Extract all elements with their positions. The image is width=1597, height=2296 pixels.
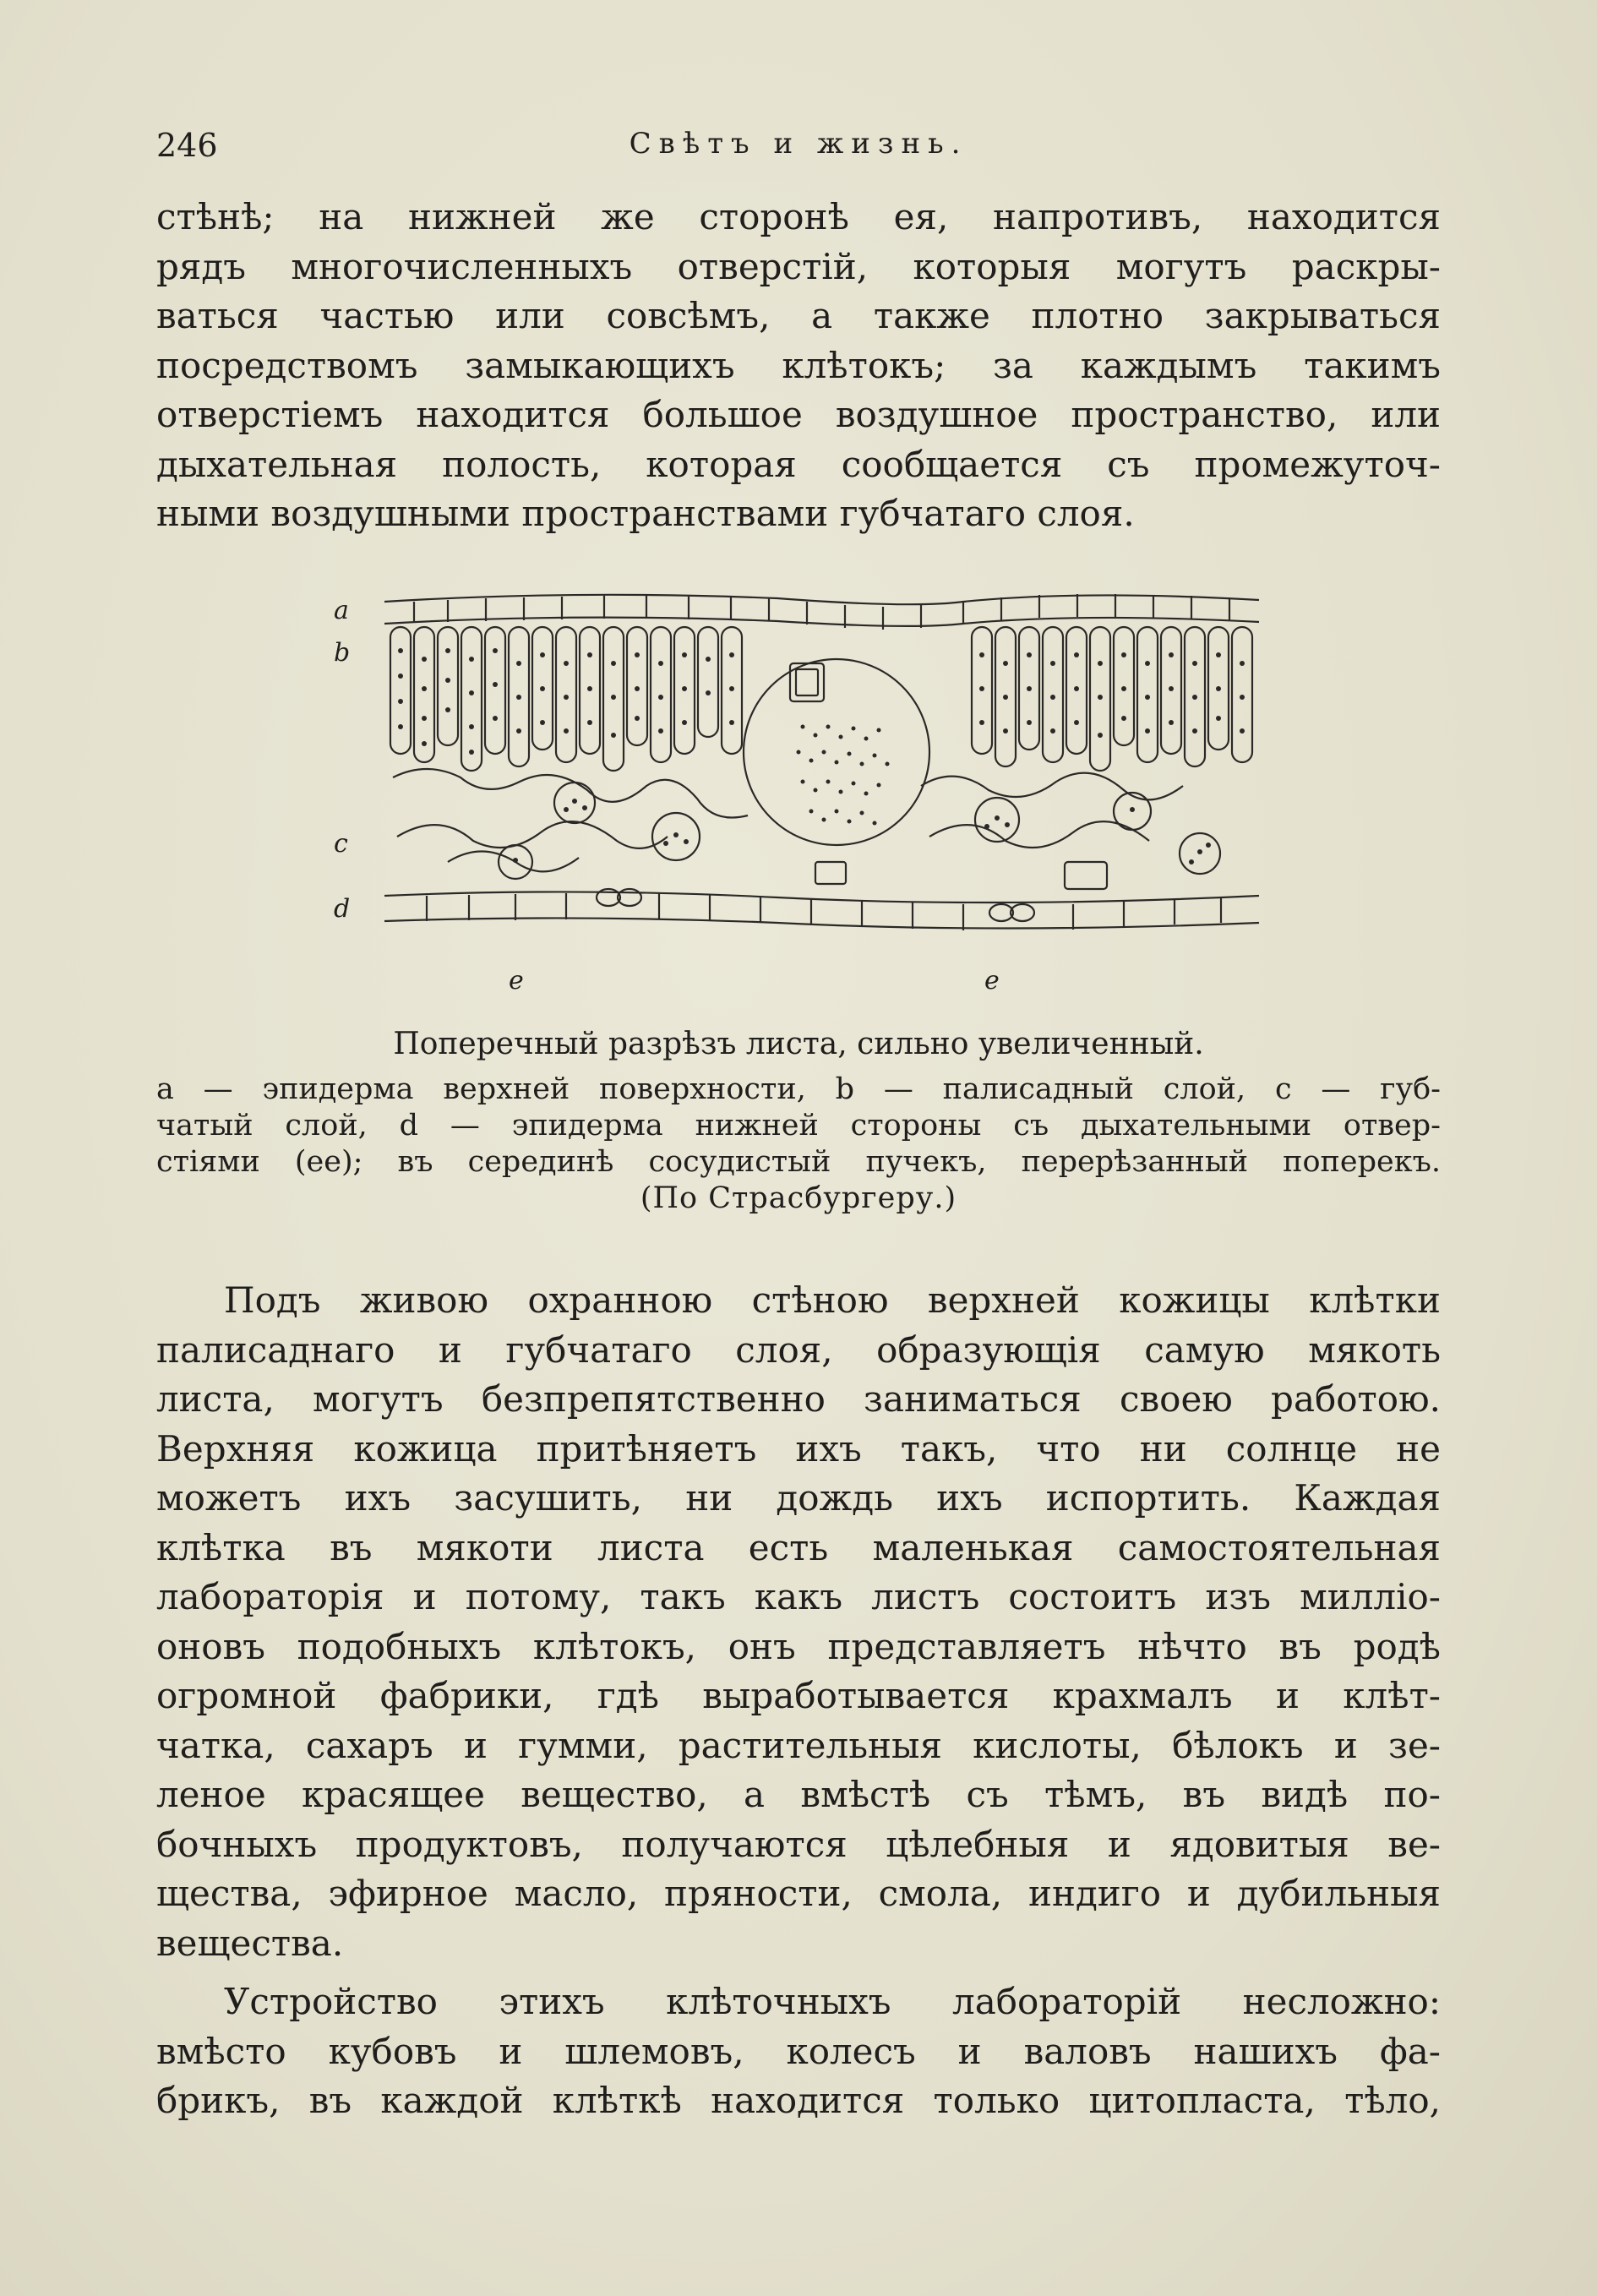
text-line: щества, эфирное масло, пряности, смола, индиго и дубильныя: [156, 1873, 1441, 1914]
text-line: оновъ подобныхъ клѣтокъ, онъ представляетъ нѣчто въ родѣ: [156, 1625, 1441, 1667]
upper-epidermis-line: [384, 595, 1259, 604]
upper-epidermis-inner-line: [384, 618, 1259, 626]
text-line: огромной фабрики, гдѣ выработывается крахмалъ и клѣт-: [156, 1675, 1441, 1716]
text-line: чатка, сахаръ и гумми, растительныя кислоты, бѣлокъ и зе-: [156, 1724, 1441, 1766]
figure-caption-title: Поперечный разрѣзъ листа, сильно увеличенный.: [393, 1027, 1204, 1061]
text-line: стѣнѣ; на нижней же сторонѣ ея, напротивъ, находится: [156, 196, 1441, 237]
text-line: клѣтка въ мякоти листа есть маленькая самостоятельная: [156, 1526, 1441, 1568]
label-c: c: [334, 829, 348, 859]
leaf-cross-section-figure: [321, 583, 1284, 1014]
text-line: леное красящее вещество, а вмѣстѣ съ тѣмъ, въ видѣ по-: [156, 1774, 1441, 1815]
text-line: можетъ ихъ засушить, ни дождь ихъ испортить. Каждая: [156, 1477, 1441, 1519]
text-line: вмѣсто кубовъ и шлемовъ, колесъ и валовъ нашихъ фа-: [156, 2030, 1441, 2072]
vascular-stippling: [797, 725, 890, 826]
text-line: дыхательная полость, которая сообщается съ промежуточ-: [156, 443, 1441, 485]
text-line: посредствомъ замыкающихъ клѣтокъ; за каждымъ такимъ: [156, 344, 1441, 386]
label-e-left: e: [509, 966, 524, 995]
paragraph-top: [156, 193, 1441, 539]
text-line: Устройство этихъ клѣточныхъ лабораторій несложно:: [224, 1981, 1441, 2022]
text-line: Подъ живою охранною стѣною верхней кожицы клѣтки: [224, 1279, 1441, 1321]
label-e-right: e: [984, 966, 1000, 995]
label-b: b: [334, 638, 351, 668]
caption-line: чатый слой, d — эпидерма нижней стороны съ дыхательными отвер-: [156, 1109, 1441, 1143]
paragraph-three: [156, 1977, 1441, 2126]
chloroplast-dots: [398, 648, 1245, 864]
running-title: Свѣтъ и жизнь.: [629, 127, 968, 161]
page-number: 246: [156, 127, 218, 164]
vascular-bundle: [744, 659, 929, 884]
text-line: ваться частью или совсѣмъ, а также плотно закрываться: [156, 295, 1441, 336]
caption-line: а — эпидерма верхней поверхности, b — палисадный слой, с — губ-: [156, 1072, 1441, 1106]
page-header: [156, 127, 1441, 177]
caption-credit: (По Страсбургеру.): [640, 1181, 957, 1215]
caption-line: стіями (ее); въ серединѣ сосудистый пучекъ, перерѣзанный поперекъ.: [156, 1145, 1441, 1179]
text-line: вещества.: [156, 1922, 344, 1964]
figure-caption: [156, 1072, 1441, 1217]
text-line: Верхняя кожица притѣняетъ ихъ такъ, что ни солнце не: [156, 1427, 1441, 1470]
leaf-cross-section-illustration: [321, 583, 1284, 1014]
label-d: d: [334, 894, 351, 924]
spongy-layer: [393, 769, 1220, 889]
text-line: отверстіемъ находится большое воздушное пространство, или: [156, 394, 1441, 435]
text-line: листа, могутъ безпрепятственно заниматься своею работою.: [156, 1378, 1441, 1420]
text-line: брикъ, въ каждой клѣткѣ находится только цитопласта, тѣло,: [156, 2080, 1441, 2121]
text-line: палисаднаго и губчатаго слоя, образующія самую мякоть: [156, 1328, 1441, 1371]
text-line: рядъ многочисленныхъ отверстій, которыя могутъ раскры-: [156, 245, 1441, 287]
paragraph-two: [156, 1276, 1441, 1968]
text-line: бочныхъ продуктовъ, получаются цѣлебныя и ядовитыя ве-: [156, 1823, 1441, 1865]
text-line: ными воздушными пространствами губчатаго слоя.: [156, 493, 1135, 534]
text-line: лабораторія и потому, такъ какъ листъ состоитъ изъ милліо-: [156, 1576, 1441, 1617]
label-a: a: [334, 596, 349, 625]
